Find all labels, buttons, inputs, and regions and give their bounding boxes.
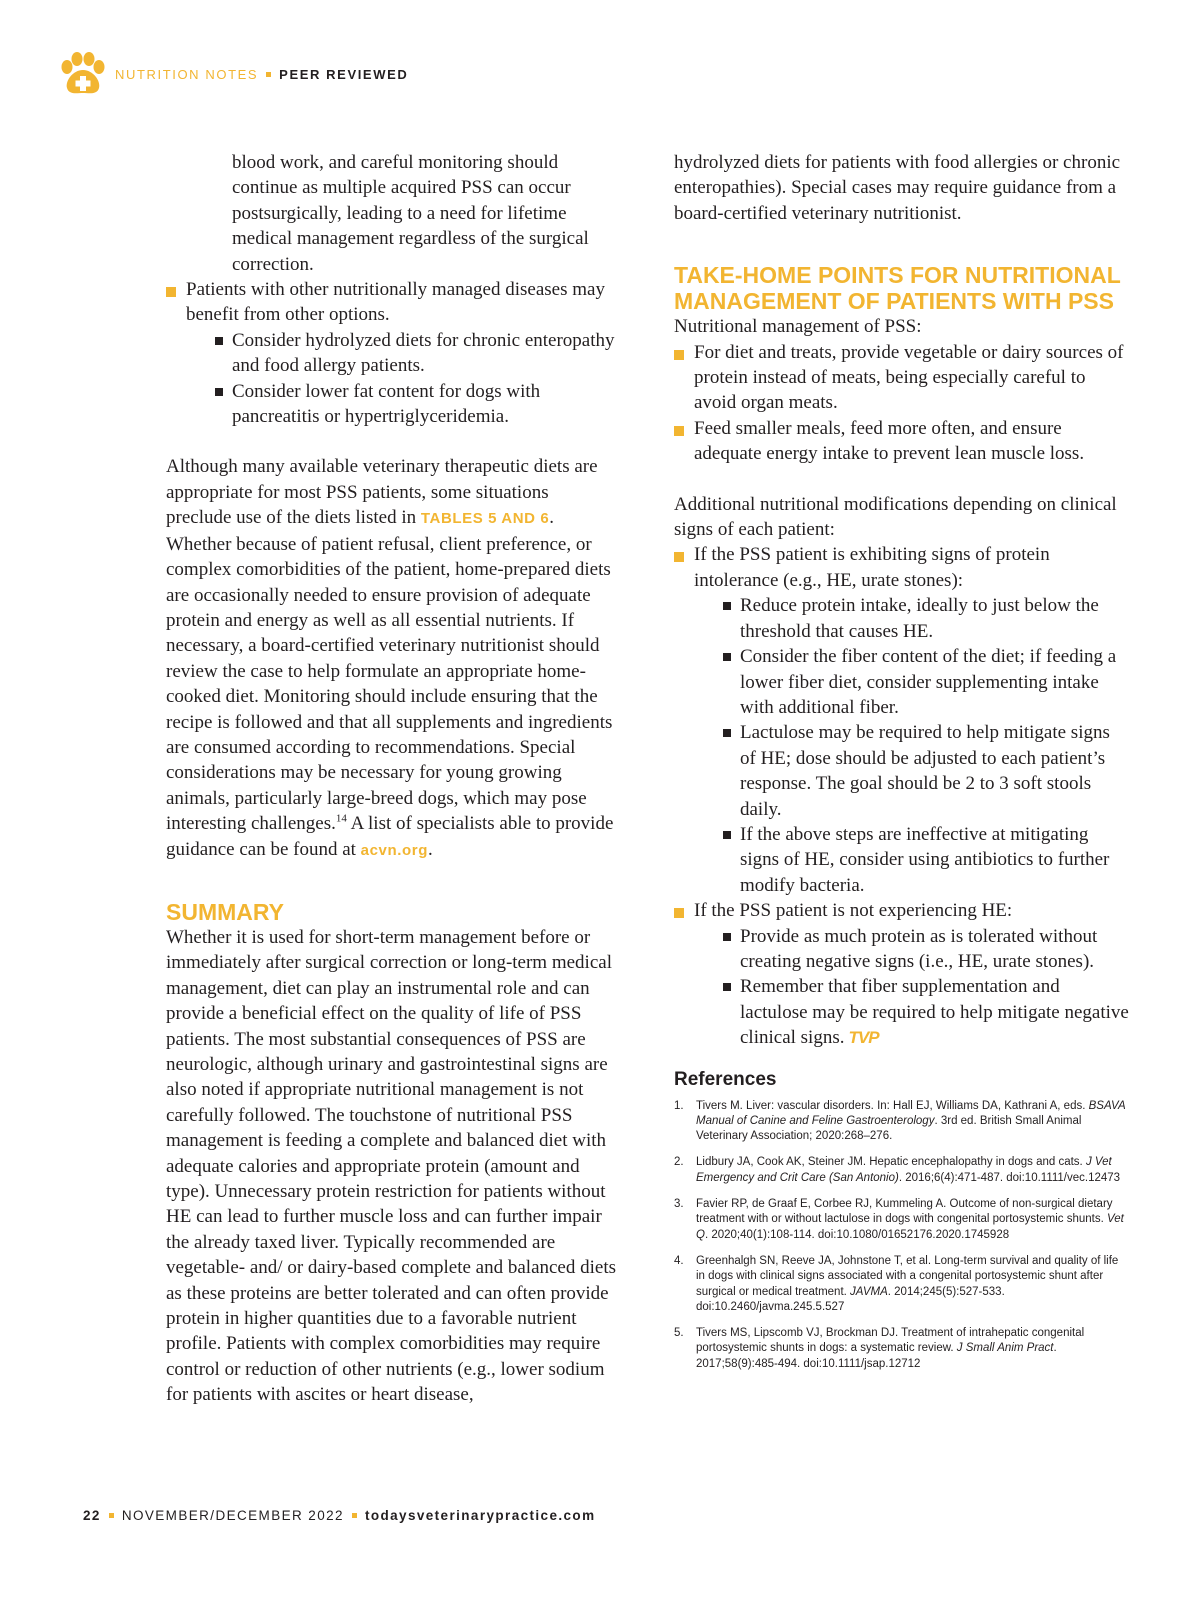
footer-separator <box>352 1513 357 1518</box>
reference-item <box>674 1099 1130 1145</box>
paw-plus-icon <box>57 51 107 97</box>
bullet-other-diseases <box>166 277 618 328</box>
references-list <box>674 1099 1130 1372</box>
section-name: NUTRITION NOTES <box>115 66 259 82</box>
bullet-text: If the PSS patient is exhibiting signs of protein intolerance (e.g., HE, urate stones): <box>694 544 1050 591</box>
reference-number: 1. <box>674 1099 684 1112</box>
reference-text: Favier RP, de Graaf E, Corbee RJ, Kummeling A. Outcome of non-surgical dietary treatment with or without lactulose in dogs with congenital portosystemic shunts. <box>696 1198 1113 1226</box>
reference-text: Tivers M. Liver: vascular disorders. In: Hall EJ, Williams DA, Kathrani A, eds. <box>696 1099 1089 1112</box>
subbullet-max-protein <box>674 924 1130 975</box>
subbullet-text: Remember that fiber supplementation and lactulose may be required to help mitigate negative clinical signs. <box>740 976 1129 1049</box>
tvp-end-logo: TVP <box>848 1028 879 1048</box>
paragraph-text: A list of specialists able to provide guidance can be found at <box>166 813 614 860</box>
references-heading: References <box>674 1068 777 1090</box>
reference-text: . 2017;58(9):485-494. doi:10.1111/jsap.12712 <box>696 1342 1057 1370</box>
footer-separator <box>109 1513 114 1518</box>
bullet-text: For diet and treats, provide vegetable or dairy sources of protein instead of meats, being especially careful to avoid organ meats. <box>694 341 1124 414</box>
subbullet-text: If the above steps are ineffective at mitigating signs of HE, consider using antibiotics to further modify bacteria. <box>740 823 1110 896</box>
page-header <box>57 52 408 96</box>
reference-journal: BSAVA Manual of Canine and Feline Gastroenterology <box>696 1099 1126 1127</box>
bullet-text: If the PSS patient is not experiencing HE: <box>694 900 1013 922</box>
citation-superscript: 14 <box>335 812 347 825</box>
subbullet-lactulose <box>674 720 1130 822</box>
subbullet-text: Consider hydrolyzed diets for chronic enteropathy and food allergy patients. <box>232 329 615 377</box>
subbullet-fiber-lactulose <box>674 974 1130 1050</box>
reference-journal: JAVMA <box>850 1285 888 1298</box>
page-footer <box>83 1508 595 1523</box>
peer-reviewed-label: PEER REVIEWED <box>279 66 409 82</box>
subbullet-hydrolyzed <box>166 328 618 379</box>
bullet-no-he <box>674 898 1130 923</box>
acvn-link[interactable]: acvn.org <box>360 841 428 859</box>
reference-journal: J Vet Emergency and Crit Care (San Antonio) <box>696 1156 1112 1184</box>
left-column <box>166 150 618 1408</box>
paragraph-text: Although many available veterinary therapeutic diets are appropriate for most PSS patients, some situations preclude use of the diets listed in <box>166 456 598 529</box>
website-link[interactable]: todaysveterinarypractice.com <box>364 1508 596 1523</box>
subbullet-text: Reduce protein intake, ideally to just below the threshold that causes HE. <box>740 595 1099 642</box>
paragraph-text: . Whether because of patient refusal, client preference, or complex comorbidities of the patient, home-prepared diets are occasionally needed to ensure provision of adequate protein and energy as well as all essential nutrients. If necessary, a board-certified veterinary nutritionist should review the case to help formulate an appropriate home-cooked diet. Monitoring should include ensuring that the recipe is followed and that all supplements and ingredients are consumed according to recommendations. Special considerations may be necessary for young growing animals, particularly large-breed dogs, which may pose interesting challenges. <box>166 507 613 835</box>
subbullet-text: Consider the fiber content of the diet; if feeding a lower fiber diet, consider supplementing intake with additional fiber. <box>740 646 1117 718</box>
summary-heading: SUMMARY <box>166 898 284 925</box>
reference-number: 2. <box>674 1156 684 1169</box>
continued-subbullet: blood work, and careful monitoring should continue as multiple acquired PSS can occur postsurgically, leading to a need for lifetime medical management regardless of the surgical correction. <box>232 152 589 275</box>
subbullet-reduce-protein <box>674 593 1130 644</box>
body-paragraph <box>166 454 618 863</box>
reference-text: . 3rd ed. British Small Animal Veterinary Association; 2020:268–276. <box>696 1114 1082 1143</box>
subbullet-fiber <box>674 644 1130 720</box>
subbullet-text: Lactulose may be required to help mitigate signs of HE; dose should be adjusted to each patient’s response. The goal should be 2 to 3 soft stools daily. <box>740 722 1110 820</box>
header-label <box>115 67 408 82</box>
reference-item <box>674 1326 1130 1372</box>
reference-journal: J Small Anim Pract <box>956 1342 1054 1355</box>
reference-text: . 2014;245(5):527-533. doi:10.2460/javma.245.5.527 <box>696 1285 1005 1313</box>
bullet-text: Feed smaller meals, feed more often, and ensure adequate energy intake to prevent lean muscle loss. <box>694 417 1085 465</box>
subbullet-antibiotics <box>674 822 1130 898</box>
subbullet-text: Consider lower fat content for dogs with pancreatitis or hypertriglyceridemia. <box>232 380 541 428</box>
reference-item <box>674 1197 1130 1243</box>
summary-paragraph: Whether it is used for short-term management before or immediately after surgical correction or long-term medical management, diet can play an instrumental role and can provide a beneficial effect on the quality of life of PSS patients. The most substantial consequences of PSS are neurologic, although urinary and gastrointestinal signs are also noted if appropriate nutritional management is not carefully followed. The touchstone of nutritional PSS management is feeding a complete and balanced diet with adequate calories and appropriate protein (amount and type). Unnecessary protein restriction for patients without HE can lead to further muscle loss and can further impair the already taxed liver. Typically recommended are vegetable- and/ or dairy-based complete and balanced diets as these proteins are better tolerated and can often provide protein in higher quantities due to a favorable nutrient profile. Patients with complex comorbidities may require control or reduction of other nutrients (e.g., lower sodium for patients with ascites or heart disease, <box>166 926 616 1406</box>
additional-intro: Additional nutritional modifications depending on clinical signs of each patient: <box>674 493 1117 541</box>
tables-link[interactable]: TABLES 5 AND 6 <box>420 510 550 528</box>
intro-line: Nutritional management of PSS: <box>674 316 922 338</box>
reference-number: 3. <box>674 1198 684 1211</box>
page-number: 22 <box>83 1508 101 1523</box>
takehome-heading: TAKE-HOME POINTS FOR NUTRITIONAL MANAGEMENT OF PATIENTS WITH PSS <box>674 262 1121 315</box>
continued-paragraph: hydrolyzed diets for patients with food allergies or chronic enteropathies). Special cases may require guidance from a board-certified veterinary nutritionist. <box>674 152 1121 224</box>
reference-number: 4. <box>674 1254 684 1267</box>
reference-text: . 2016;6(4):471-487. doi:10.1111/vec.12473 <box>898 1171 1121 1184</box>
right-column <box>674 150 1130 1383</box>
reference-text: Lidbury JA, Cook AK, Steiner JM. Hepatic encephalopathy in dogs and cats. <box>696 1156 1086 1169</box>
reference-number: 5. <box>674 1327 684 1340</box>
reference-item <box>674 1155 1130 1186</box>
subbullet-lower-fat <box>166 379 618 430</box>
bullet-smaller-meals <box>674 416 1130 467</box>
reference-journal: Vet Q <box>696 1213 1124 1241</box>
bullet-protein-intolerance <box>674 542 1130 593</box>
header-separator <box>266 72 271 77</box>
reference-text: . 2020;40(1):108-114. doi:10.1080/01652176.2020.1745928 <box>704 1228 1010 1241</box>
reference-item <box>674 1254 1130 1315</box>
issue-date: NOVEMBER/DECEMBER 2022 <box>121 1508 344 1523</box>
reference-text: Greenhalgh SN, Reeve JA, Johnstone T, et al. Long-term survival and quality of life in dogs with clinical signs associated with a congenital portosystemic shunt after surgical or medical treatment. <box>696 1254 1119 1298</box>
paragraph-text: . <box>428 838 433 860</box>
reference-text: Tivers MS, Lipscomb VJ, Brockman DJ. Treatment of intrahepatic congenital portosystemic shunts in dogs: a systematic review. <box>696 1327 1085 1355</box>
bullet-diet-treats <box>674 340 1130 416</box>
subbullet-text: Provide as much protein as is tolerated without creating negative signs (i.e., HE, urate stones). <box>740 925 1098 972</box>
bullet-text: Patients with other nutritionally managed diseases may benefit from other options. <box>186 279 605 326</box>
